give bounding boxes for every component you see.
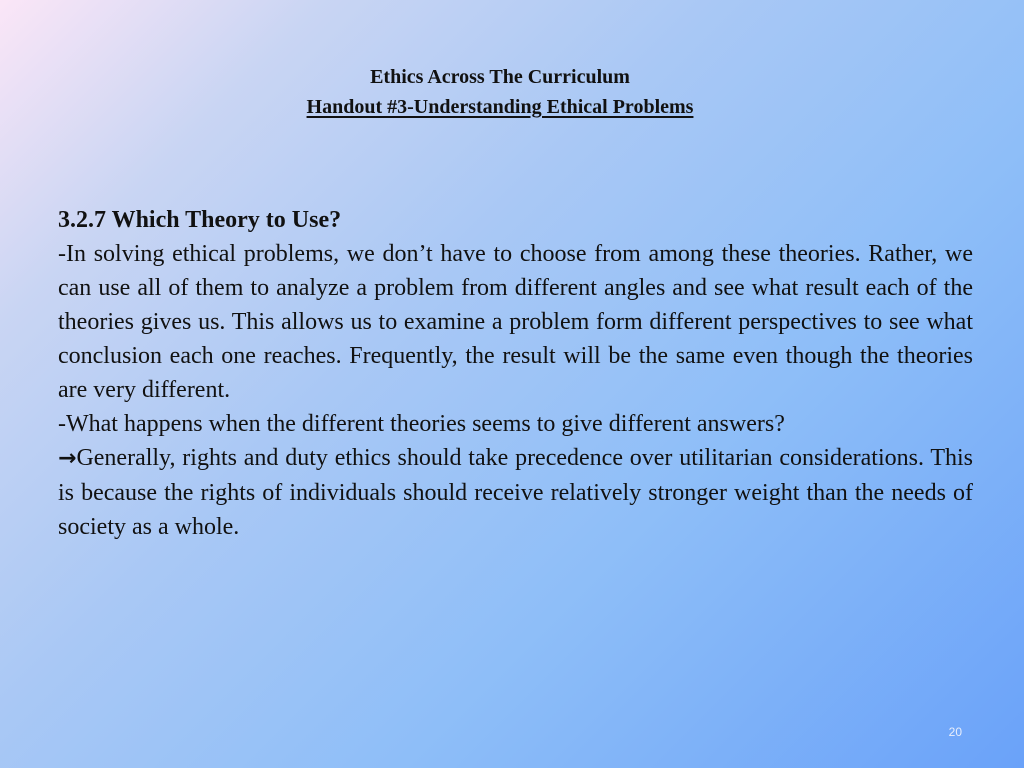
- slide-header: [0, 62, 1000, 122]
- slide-title: Ethics Across The Curriculum: [370, 66, 630, 88]
- section-heading: 3.2.7 Which Theory to Use?: [58, 207, 342, 233]
- slide-subtitle: Handout #3-Understanding Ethical Problems: [306, 96, 694, 118]
- paragraph-theories: -In solving ethical problems, we don’t have to choose from among these theories. Rather, we can use all of them to analyze a problem from different angles and see what result each of the theories gives us. This allows us to examine a problem form different perspectives to see what conclusion each one reaches. Frequently, the result will be the same even though the theories are very different.: [58, 241, 973, 403]
- paragraph-question: -What happens when the different theories seems to give different answers?: [58, 411, 785, 437]
- answer-text: Generally, rights and duty ethics should take precedence over utilitarian considerations. This is because the rights of individuals should receive relatively stronger weight than the needs of society as a whole.: [58, 445, 973, 540]
- slide-body: [58, 203, 973, 544]
- arrow-right-icon: →: [58, 446, 77, 471]
- page-number: 20: [948, 725, 962, 739]
- paragraph-answer: [58, 441, 973, 544]
